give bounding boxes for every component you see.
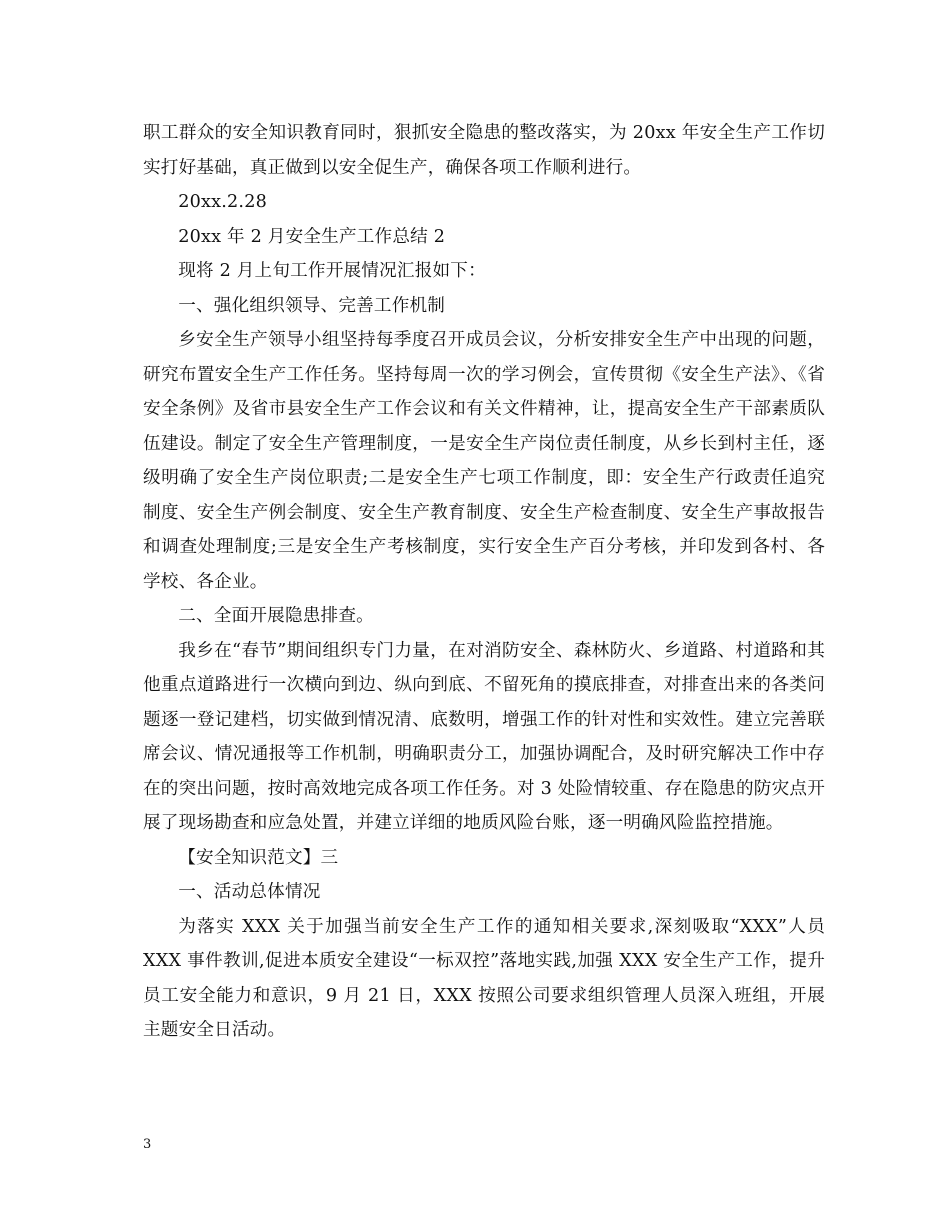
heading-one: 一、强化组织领导、完善工作机制	[178, 295, 446, 316]
date-line: 20xx.2.28	[178, 192, 267, 212]
paragraph-continuation: 职工群众的安全知识教育同时，狠抓安全隐患的整改落实，为 20xx 年安全生产工作切实打好基础，真正做到以安全促生产，确保各项工作顺利进行。	[143, 123, 825, 178]
paragraph-activity: 为落实 XXX 关于加强当前安全生产工作的通知相关要求,深刻吸取“XXX”人员 XXX 事件教训,促进本质安全建设“一标双控”落地实践,加强 XXX 安全生产工作，提升员工安全能力和意识，9 月 21 日，XXX 按照公司要求组织管理人员深入班组，开展主题安全日活动。	[143, 916, 825, 1040]
page-number: 3	[143, 1137, 152, 1152]
paragraph-leadership: 乡安全生产领导小组坚持每季度召开成员会议，分析安排安全生产中出现的问题，研究布置安全生产工作任务。坚持每周一次的学习例会，宣传贯彻《安全生产法》、《省安全条例》及省市县安全生产工作会议和有关文件精神，让，提高安全生产干部素质队伍建设。制定了安全生产管理制度，一是安全生产岗位责任制度，从乡长到村主任，逐级明确了安全生产岗位职责;二是安全生产七项工作制度，即：安全生产行政责任追究制度、安全生产例会制度、安全生产教育制度、安全生产检查制度、安全生产事故报告和调查处理制度;三是安全生产考核制度，实行安全生产百分考核，并印发到各村、各学校、各企业。	[143, 330, 825, 592]
heading-two: 二、全面开展隐患排查。	[178, 606, 374, 626]
paragraph-inspection: 我乡在“春节”期间组织专门力量，在对消防安全、森林防火、乡道路、村道路和其他重点道路进行一次横向到边、纵向到底、不留死角的摸底排查，对排查出来的各类问题逐一登记建档，切实做到情况清、底数明，增强工作的针对性和实效性。建立完善联席会议、情况通报等工作机制，明确职责分工，加强协调配合，及时研究解决工作中存在的突出问题，按时高效地完成各项工作任务。对 3 处险情较重、存在隐患的防灾点开展了现场勘查和应急处置，并建立详细的地质风险台账，逐一明确风险监控措施。	[143, 640, 825, 833]
document-body	[143, 116, 825, 1048]
section-title-three: 【安全知识范文】三	[178, 847, 339, 868]
intro-line: 现将 2 月上旬工作开展情况汇报如下：	[178, 261, 486, 281]
section-title: 20xx 年 2 月安全生产工作总结 2	[178, 226, 446, 247]
heading-activity: 一、活动总体情况	[178, 882, 321, 902]
